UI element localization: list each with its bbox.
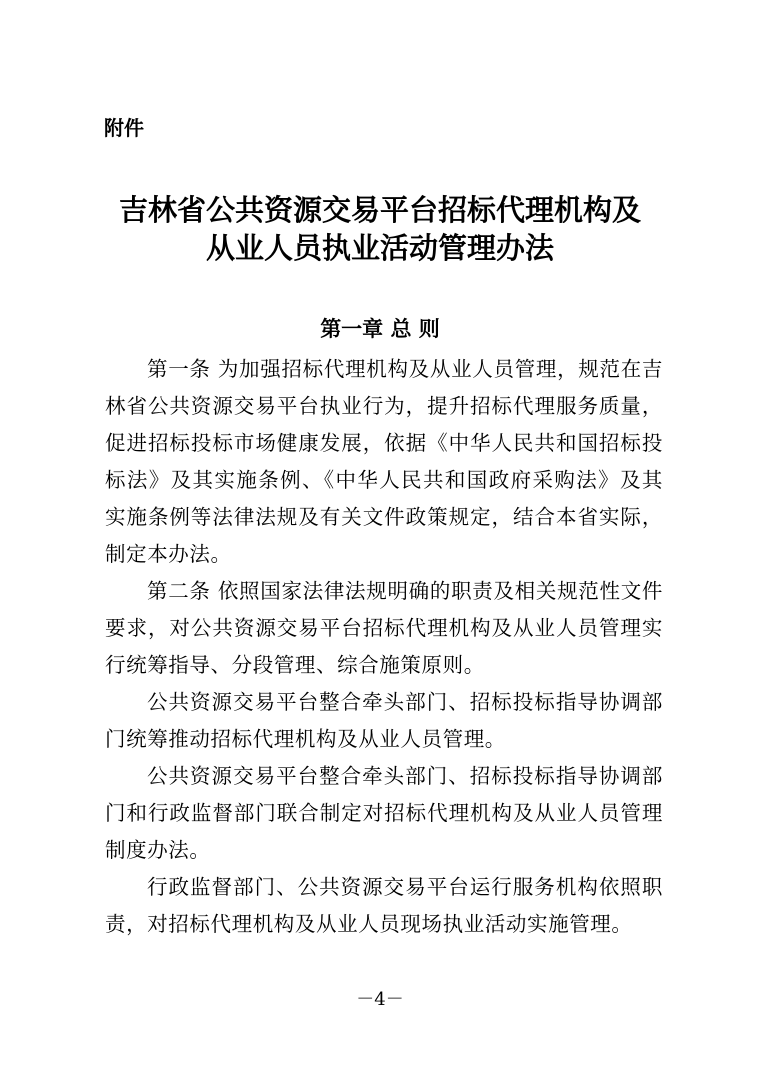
paragraph: 行政监督部门、公共资源交易平台运行服务机构依照职责，对招标代理机构及从业人员现场执业活动实施管理。 (105, 875, 663, 936)
paragraph: 公共资源交易平台整合牵头部门、招标投标指导协调部门和行政监督部门联合制定对招标代理机构及从业人员管理制度办法。 (105, 764, 663, 862)
paragraph-article-1: 第一条 为加强招标代理机构及从业人员管理，规范在吉林省公共资源交易平台执业行为，提升招标代理服务质量，促进招标投标市场健康发展，依据《中华人民共和国招标投标法》及其实施条例、《中华人民共和国政府采购法》及其实施条例等法律法规及有关文件政策规定，结合本省实际，制定本办法。 (105, 357, 663, 566)
chapter-heading: 第一章 总 则 (320, 317, 440, 341)
page-number: －4－ (356, 989, 404, 1010)
document-body (105, 351, 663, 943)
document-title-line-1: 吉林省公共资源交易平台招标代理机构及 (118, 193, 641, 227)
document-title-line-2: 从业人员执业活动管理办法 (205, 231, 554, 265)
paragraph-article-2: 第二条 依照国家法律法规明确的职责及相关规范性文件要求，对公共资源交易平台招标代理机构及从业人员管理实行统筹指导、分段管理、综合施策原则。 (105, 579, 663, 677)
paragraph: 公共资源交易平台整合牵头部门、招标投标指导协调部门统筹推动招标代理机构及从业人员管理。 (105, 690, 663, 751)
attachment-label: 附件 (104, 116, 144, 140)
